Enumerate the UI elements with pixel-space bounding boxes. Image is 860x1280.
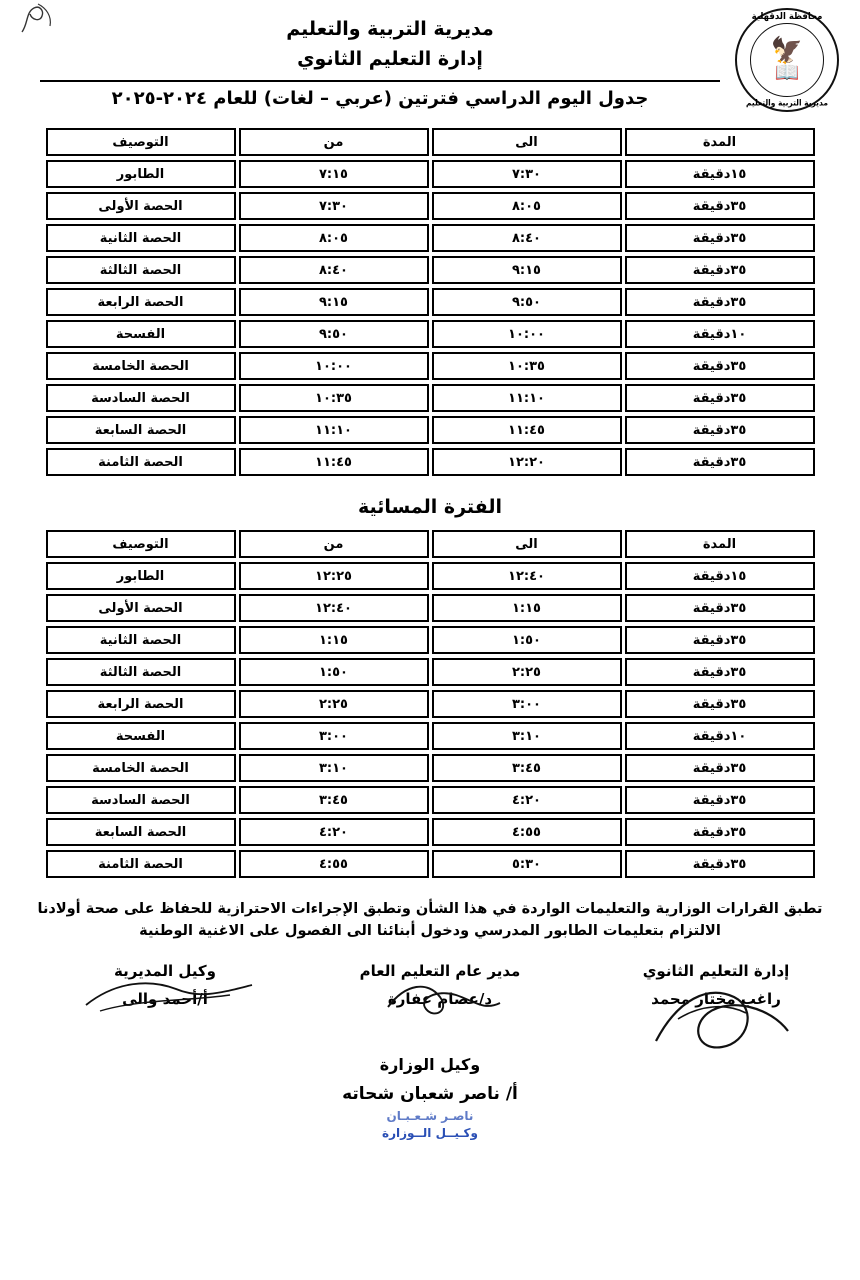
column-header-description: التوصيف xyxy=(46,530,236,558)
cell-to: ٨:٠٥ xyxy=(432,192,622,220)
cell-to: ١٢:٤٠ xyxy=(432,562,622,590)
column-header-duration: المدة xyxy=(625,530,815,558)
column-header-to: الى xyxy=(432,128,622,156)
table-header-row xyxy=(46,128,815,156)
evening-section-title: الفترة المسائية xyxy=(358,496,502,518)
notes-block xyxy=(35,898,825,943)
cell-description: الحصة الخامسة xyxy=(46,754,236,782)
cell-from: ٩:١٥ xyxy=(239,288,429,316)
cell-description: الحصة الثامنة xyxy=(46,448,236,476)
cell-duration: ٣٥دقيقة xyxy=(625,594,815,622)
cell-description: الحصة الثانية xyxy=(46,626,236,654)
cell-to: ٣:١٠ xyxy=(432,722,622,750)
table-row xyxy=(46,224,815,252)
table-row xyxy=(46,818,815,846)
table-row xyxy=(46,690,815,718)
cell-to: ٨:٤٠ xyxy=(432,224,622,252)
cell-to: ٧:٣٠ xyxy=(432,160,622,188)
cell-duration: ٣٥دقيقة xyxy=(625,416,815,444)
signature-row xyxy=(20,957,840,1053)
cell-from: ٩:٥٠ xyxy=(239,320,429,348)
cell-from: ٧:١٥ xyxy=(239,160,429,188)
table-row xyxy=(46,754,815,782)
cell-from: ٨:٤٠ xyxy=(239,256,429,284)
column-header-duration: المدة xyxy=(625,128,815,156)
cell-description: الحصة الثانية xyxy=(46,224,236,252)
cell-from: ١٢:٤٠ xyxy=(239,594,429,622)
stamp-line-1: ناصـر شـعـبـان xyxy=(386,1108,474,1123)
evening-schedule-table xyxy=(43,526,818,882)
cell-duration: ٣٥دقيقة xyxy=(625,448,815,476)
cell-description: الحصة الرابعة xyxy=(46,690,236,718)
cell-to: ١٠:٠٠ xyxy=(432,320,622,348)
cell-from: ١:٥٠ xyxy=(239,658,429,686)
table-row xyxy=(46,384,815,412)
cell-from: ١٢:٢٥ xyxy=(239,562,429,590)
cell-from: ٣:٤٥ xyxy=(239,786,429,814)
cell-from: ١١:٤٥ xyxy=(239,448,429,476)
cell-description: الطابور xyxy=(46,562,236,590)
document-title: جدول اليوم الدراسي فترتين (عربي – لغات) للعام ٢٠٢٤-٢٠٢٥ xyxy=(40,80,720,109)
header-text-block xyxy=(40,18,720,109)
table-row xyxy=(46,786,815,814)
open-book-icon: 📖 xyxy=(774,59,800,84)
column-header-to: الى xyxy=(432,530,622,558)
governorate-logo xyxy=(728,4,846,116)
cell-description: الحصة الأولى xyxy=(46,192,236,220)
logo-inner-emblem xyxy=(750,23,824,97)
morning-schedule-table xyxy=(43,124,818,480)
cell-description: الطابور xyxy=(46,160,236,188)
cell-from: ١٠:٣٥ xyxy=(239,384,429,412)
cell-from: ٧:٣٠ xyxy=(239,192,429,220)
cell-to: ٩:١٥ xyxy=(432,256,622,284)
cell-description: الحصة الثالثة xyxy=(46,658,236,686)
table-row xyxy=(46,288,815,316)
cell-description: الحصة السابعة xyxy=(46,416,236,444)
table-row xyxy=(46,658,815,686)
cell-description: الحصة الثامنة xyxy=(46,850,236,878)
table-row xyxy=(46,192,815,220)
cell-from: ١٠:٠٠ xyxy=(239,352,429,380)
column-header-from: من xyxy=(239,128,429,156)
logo-ring-bottom-text: مديرية التربية والتعليم xyxy=(746,97,828,108)
cell-to: ١:٥٠ xyxy=(432,626,622,654)
document-header xyxy=(0,0,860,118)
cell-description: الحصة السادسة xyxy=(46,384,236,412)
cell-description: الحصة الخامسة xyxy=(46,352,236,380)
table-row xyxy=(46,160,815,188)
signature-title: وكيل المديرية xyxy=(114,961,216,980)
stamp-line-2: وكـيــل الــوزارة xyxy=(382,1125,478,1140)
cell-duration: ٣٥دقيقة xyxy=(625,818,815,846)
cell-to: ٣:٠٠ xyxy=(432,690,622,718)
table-row xyxy=(46,256,815,284)
signature-general-education-director xyxy=(320,957,560,1014)
table-row xyxy=(46,320,815,348)
signature-directorate-deputy xyxy=(40,957,290,1014)
cell-duration: ١٠دقيقة xyxy=(625,722,815,750)
cell-to: ٩:٥٠ xyxy=(432,288,622,316)
cell-duration: ٣٥دقيقة xyxy=(625,384,815,412)
cell-duration: ٣٥دقيقة xyxy=(625,224,815,252)
signature-name: راغب مختار محمد xyxy=(651,990,781,1009)
eagle-icon: 🦅 xyxy=(770,35,804,66)
cell-description: الحصة السابعة xyxy=(46,818,236,846)
cell-duration: ٣٥دقيقة xyxy=(625,658,815,686)
cell-from: ٤:٢٠ xyxy=(239,818,429,846)
cell-from: ٣:٠٠ xyxy=(239,722,429,750)
signature-title: وكيل الوزارة xyxy=(379,1054,481,1074)
signature-secondary-education xyxy=(596,957,836,1014)
cell-description: الفسحة xyxy=(46,320,236,348)
cell-duration: ٣٥دقيقة xyxy=(625,192,815,220)
cell-from: ١:١٥ xyxy=(239,626,429,654)
cell-from: ٨:٠٥ xyxy=(239,224,429,252)
cell-from: ١١:١٠ xyxy=(239,416,429,444)
department-line: إدارة التعليم الثانوي xyxy=(297,48,483,70)
table-row xyxy=(46,722,815,750)
cell-description: الحصة الرابعة xyxy=(46,288,236,316)
cell-description: الحصة الأولى xyxy=(46,594,236,622)
logo-ring-top-text: محافظة الدقهلية xyxy=(751,11,823,23)
signature-title: إدارة التعليم الثانوي xyxy=(642,961,790,980)
official-stamp xyxy=(0,1108,860,1142)
note-line-2: الالتزام بتعليمات الطابور المدرسي ودخول أبنائنا الى الفصول على الاغنية الوطنية xyxy=(139,923,721,940)
cell-to: ٥:٣٠ xyxy=(432,850,622,878)
cell-from: ٣:١٠ xyxy=(239,754,429,782)
ministry-line: مديرية التربية والتعليم xyxy=(286,18,494,40)
cell-duration: ٣٥دقيقة xyxy=(625,352,815,380)
cell-duration: ٣٥دقيقة xyxy=(625,690,815,718)
cell-duration: ٣٥دقيقة xyxy=(625,850,815,878)
cell-description: الفسحة xyxy=(46,722,236,750)
signature-name: د/عصام عفارة xyxy=(387,990,493,1009)
signature-name: أ/أحمد والى xyxy=(122,990,208,1009)
table-header-row xyxy=(46,530,815,558)
table-row xyxy=(46,352,815,380)
table-row xyxy=(46,416,815,444)
cell-duration: ١٥دقيقة xyxy=(625,562,815,590)
cell-to: ١٢:٢٠ xyxy=(432,448,622,476)
cell-to: ١١:٤٥ xyxy=(432,416,622,444)
cell-duration: ١٥دقيقة xyxy=(625,160,815,188)
cell-to: ١١:١٠ xyxy=(432,384,622,412)
signature-title: مدير عام التعليم العام xyxy=(359,961,521,980)
column-header-description: التوصيف xyxy=(46,128,236,156)
cell-description: الحصة السادسة xyxy=(46,786,236,814)
table-row xyxy=(46,594,815,622)
note-line-1: تطبق القرارات الوزارية والتعليمات الواردة في هذا الشأن وتطبق الإجراءات الاحترازية للحفاظ على صحة أولادنا xyxy=(37,901,823,917)
cell-duration: ٣٥دقيقة xyxy=(625,256,815,284)
signature-ministry-deputy xyxy=(0,1055,860,1142)
table-row xyxy=(46,626,815,654)
signature-name: أ/ ناصر شعبان شحاته xyxy=(342,1083,518,1104)
cell-duration: ٣٥دقيقة xyxy=(625,288,815,316)
cell-to: ٤:٢٠ xyxy=(432,786,622,814)
cell-to: ١:١٥ xyxy=(432,594,622,622)
cell-description: الحصة الثالثة xyxy=(46,256,236,284)
cell-to: ٣:٤٥ xyxy=(432,754,622,782)
table-row xyxy=(46,448,815,476)
cell-duration: ٣٥دقيقة xyxy=(625,754,815,782)
cell-from: ٤:٥٥ xyxy=(239,850,429,878)
table-row xyxy=(46,850,815,878)
logo-seal xyxy=(735,8,839,112)
cell-duration: ٣٥دقيقة xyxy=(625,786,815,814)
table-row xyxy=(46,562,815,590)
cell-to: ٢:٢٥ xyxy=(432,658,622,686)
cell-to: ١٠:٣٥ xyxy=(432,352,622,380)
cell-duration: ٣٥دقيقة xyxy=(625,626,815,654)
cell-from: ٢:٢٥ xyxy=(239,690,429,718)
column-header-from: من xyxy=(239,530,429,558)
cell-duration: ١٠دقيقة xyxy=(625,320,815,348)
cell-to: ٤:٥٥ xyxy=(432,818,622,846)
